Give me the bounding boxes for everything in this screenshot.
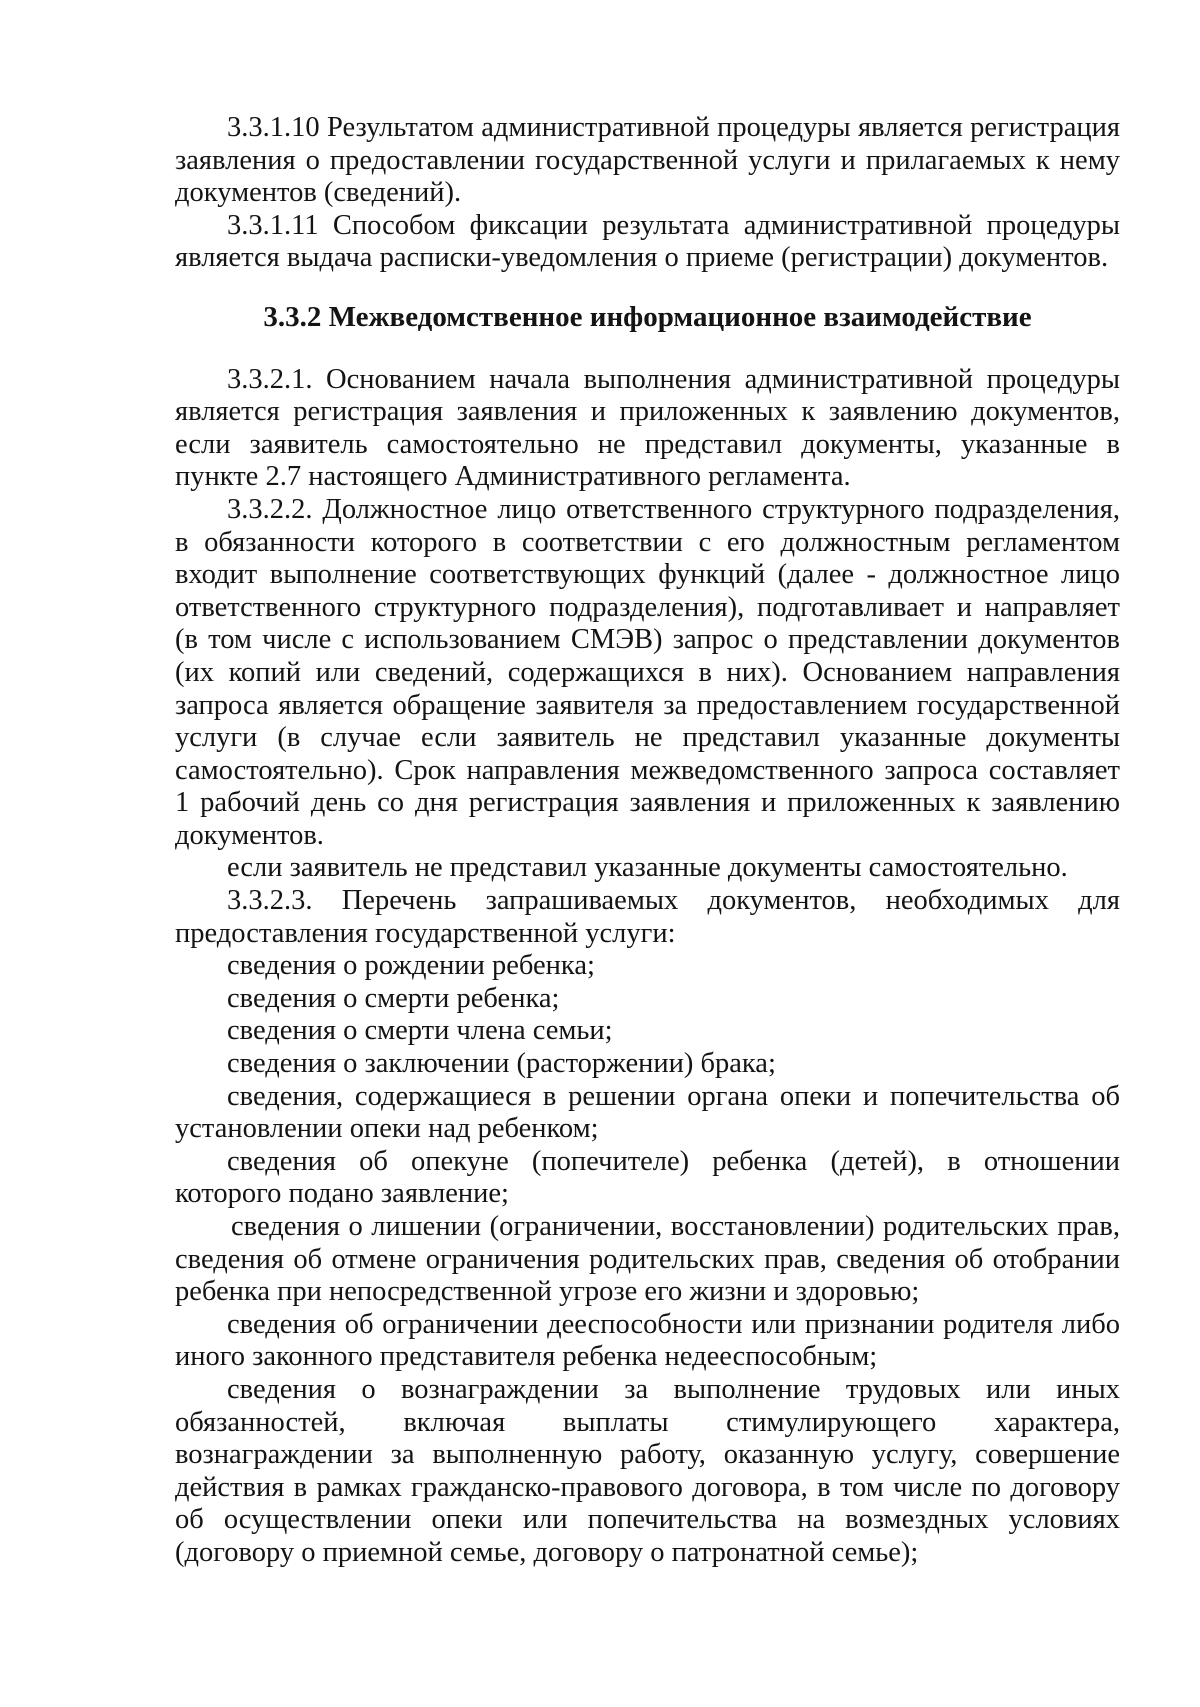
list-item: сведения об ограничении дееспособности или признании родителя либо иного законного представителя ребенка недееспособным;: [175, 1308, 1120, 1373]
list-item: сведения, содержащиеся в решении органа опеки и попечительства об установлении опеки над ребенком;: [175, 1080, 1120, 1145]
paragraph-3-3-1-10: 3.3.1.10 Результатом административной процедуры является регистрация заявления о предоставлении государственной услуги и прилагаемых к нему документов (сведений).: [175, 112, 1120, 209]
paragraph-3-3-2-1: 3.3.2.1. Основанием начала выполнения административной процедуры является регистрация заявления и приложенных к заявлению документов, если заявитель самостоятельно не представил документы, указанные в пункте 2.7 настоящего Административного регламента.: [175, 363, 1120, 493]
paragraph-3-3-1-11: 3.3.1.11 Способом фиксации результата административной процедуры является выдача расписки-уведомления о приеме (регистрации) документов.: [175, 209, 1120, 274]
list-item: сведения о смерти члена семьи;: [227, 1015, 613, 1047]
list-item: сведения о заключении (расторжении) брака;: [227, 1048, 776, 1080]
list-item: сведения о вознаграждении за выполнение трудовых или иных обязанностей, включая выплаты стимулирующего характера, вознаграждении за выполненную работу, оказанную услугу, совершение действия в рамках гражданско-правового договора, в том числе по договору об осуществлении опеки или попечительства на возмездных условиях (договору о приемной семье, договору о патронатной семье);: [175, 1373, 1120, 1568]
paragraph-3-3-2-2: 3.3.2.2. Должностное лицо ответственного структурного подразделения, в обязанности которого в соответствии с его должностным регламентом входит выполнение соответствующих функций (далее - должностное лицо ответственного структурного подразделения), подготавливает и направляет (в том числе с использованием СМЭВ) запрос о представлении документов (их копий или сведений, содержащихся в них). Основанием направления запроса является обращение заявителя за предоставлением государственной услуги (в случае если заявитель не представил указанные документы самостоятельно). Срок направления межведомственного запроса составляет 1 рабочий день со дня регистрация заявления и приложенных к заявлению документов.: [175, 493, 1120, 851]
paragraph-3-3-2-3: 3.3.2.3. Перечень запрашиваемых документов, необходимых для предоставления государственной услуги:: [175, 885, 1120, 949]
paragraph-note: если заявитель не представил указанные документы самостоятельно.: [227, 852, 1068, 884]
list-item: сведения о лишении (ограничении, восстановлении) родительских прав, сведения об отмене ограничения родительских прав, сведения об отобрании ребенка при непосредственной угрозе его жизни и здоровью;: [175, 1211, 1120, 1308]
list-item: сведения о рождении ребенка;: [227, 950, 595, 982]
list-item: сведения об опекуне (попечителе) ребенка (детей), в отношении которого подано заявление;: [175, 1145, 1120, 1210]
list-item: сведения о смерти ребенка;: [227, 982, 560, 1014]
document-page: [175, 112, 1120, 1570]
section-heading: 3.3.2 Межведомственное информационное взаимодействие: [263, 300, 1032, 333]
